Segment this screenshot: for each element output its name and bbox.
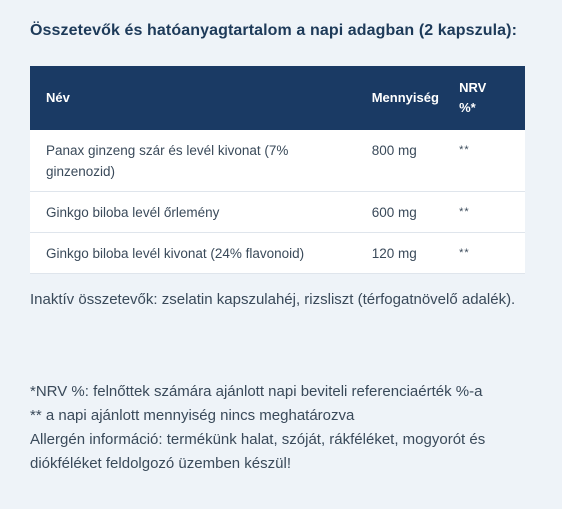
ingredient-name: Panax ginzeng szár és levél kivonat (7% ginzenozid): [30, 130, 372, 192]
no-nrv-footnote: ** a napi ajánlott mennyiség nincs meghatározva: [30, 407, 355, 424]
column-header-nrv: [459, 66, 525, 130]
ingredient-nrv: **: [459, 130, 525, 192]
allergen-info: Allergén információ: termékünk halat, szóját, rákféléket, mogyorót és diókféléket feldolgozó üzemben készül!: [30, 431, 486, 472]
column-header-name: Név: [30, 66, 372, 130]
ingredient-name: Ginkgo biloba levél kivonat (24% flavonoid): [30, 233, 372, 274]
inactive-ingredients-text: Inaktív összetevők: zselatin kapszulahéj, rizsliszt (térfogatnövelő adalék).: [30, 291, 516, 308]
footnotes: [30, 380, 530, 476]
table-row: [30, 233, 525, 274]
ingredient-quantity: 600 mg: [372, 192, 459, 233]
table-header-row: [30, 66, 525, 130]
ingredient-name: Ginkgo biloba levél őrlemény: [30, 192, 372, 233]
table-row: [30, 130, 525, 192]
nrv-footnote: *NRV %: felnőttek számára ajánlott napi beviteli referenciaérték %-a: [30, 383, 483, 400]
ingredient-quantity: 800 mg: [372, 130, 459, 192]
ingredients-heading: Összetevők és hatóanyagtartalom a napi adagban (2 kapszula):: [30, 22, 518, 39]
table-row: [30, 192, 525, 233]
ingredient-nrv: **: [459, 233, 525, 274]
ingredient-quantity: 120 mg: [372, 233, 459, 274]
ingredient-nrv: **: [459, 192, 525, 233]
column-header-quantity: Mennyiség: [372, 66, 459, 130]
nrv-header-line2: %*: [459, 100, 476, 115]
ingredients-table: [30, 66, 525, 274]
nrv-header-line1: NRV: [459, 80, 487, 95]
